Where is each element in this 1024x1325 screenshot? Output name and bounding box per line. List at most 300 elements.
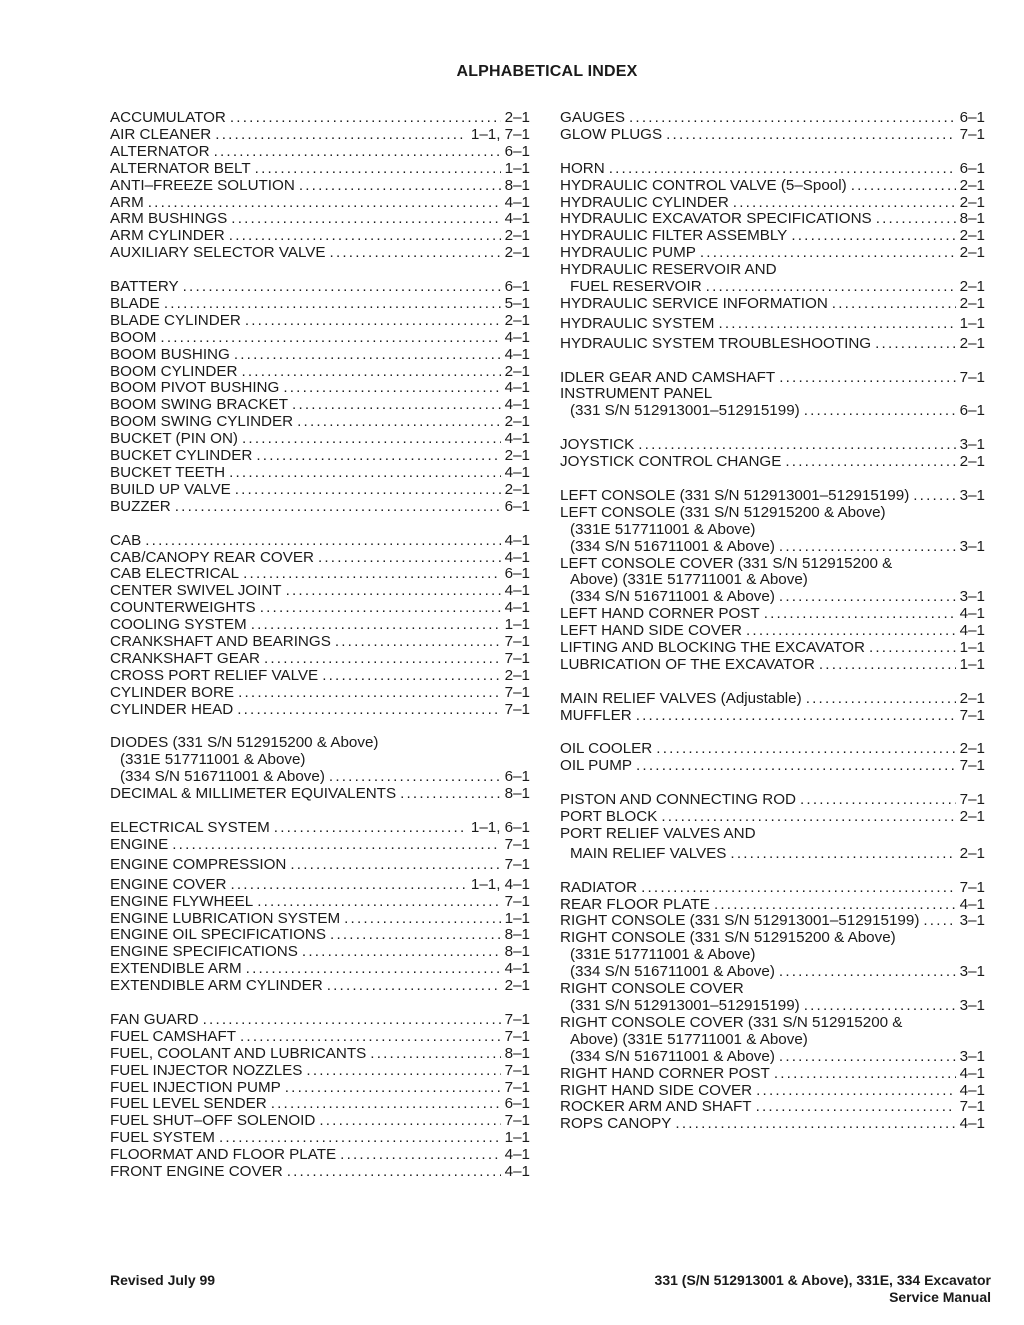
- index-entry: [110, 894, 530, 911]
- index-entry-label: FUEL SYSTEM: [110, 1129, 215, 1147]
- dot-leader: [229, 465, 501, 482]
- index-entry-label: MAIN RELIEF VALVES: [570, 844, 727, 862]
- index-entry-label: ARM BUSHINGS: [110, 210, 228, 228]
- dot-leader: [785, 454, 955, 471]
- dot-leader: [322, 668, 500, 685]
- section-gap: [560, 471, 985, 488]
- dot-leader: [656, 741, 955, 758]
- dot-leader: [234, 347, 501, 364]
- dot-leader: [779, 964, 956, 981]
- index-entry: [110, 1012, 530, 1029]
- index-entry-label: ROCKER ARM AND SHAFT: [560, 1098, 752, 1116]
- index-entry: [110, 911, 530, 928]
- index-entry: [110, 245, 530, 262]
- index-entry-label: LIFTING AND BLOCKING THE EXCAVATOR: [560, 639, 865, 657]
- index-entry: [110, 857, 530, 874]
- index-entry: [110, 380, 530, 397]
- index-entry: [560, 316, 985, 333]
- index-entry-page: 4–1: [959, 895, 985, 913]
- dot-leader: [245, 313, 501, 330]
- dot-leader: [172, 837, 500, 854]
- index-entry-page: 4–1: [504, 430, 530, 448]
- index-entry: [560, 505, 985, 522]
- index-entry-page: 6–1: [504, 497, 530, 515]
- index-entry-label: ANTI–FREEZE SOLUTION: [110, 176, 295, 194]
- index-entry: [560, 161, 985, 178]
- index-entry-page: 2–1: [959, 334, 985, 352]
- index-entry: [560, 741, 985, 758]
- index-entry: [110, 211, 530, 228]
- index-entry-page: 7–1: [504, 892, 530, 910]
- dot-leader: [264, 651, 501, 668]
- index-entry-page: 4–1: [504, 193, 530, 211]
- index-entry-label: (331E 517711001 & Above): [570, 946, 756, 964]
- dot-leader: [229, 228, 501, 245]
- index-entry: [560, 913, 985, 930]
- index-entry-label: Above) (331E 517711001 & Above): [570, 571, 808, 589]
- dot-leader: [292, 397, 501, 414]
- index-entry: [560, 606, 985, 623]
- index-entry-page: 5–1: [504, 294, 530, 312]
- index-entry-page: 4–1: [504, 328, 530, 346]
- index-entry: [560, 758, 985, 775]
- index-entry-page: 7–1: [504, 1010, 530, 1028]
- index-entry: [560, 279, 985, 296]
- index-entry: [110, 279, 530, 296]
- index-entry-label: ENGINE FLYWHEEL: [110, 892, 254, 910]
- index-entry-label: BOOM CYLINDER: [110, 362, 238, 380]
- index-entry-label: FUEL LEVEL SENDER: [110, 1095, 267, 1113]
- dot-leader: [327, 978, 501, 995]
- index-entry: [560, 1049, 985, 1066]
- index-entry-label: ELECTRICAL SYSTEM: [110, 819, 270, 836]
- index-entry-page: 7–1: [959, 125, 985, 143]
- dot-leader: [335, 634, 501, 651]
- index-entry-label: CYLINDER BORE: [110, 683, 235, 701]
- index-entry: [110, 566, 530, 583]
- dot-leader: [299, 178, 501, 195]
- index-entry-label: RIGHT HAND SIDE COVER: [560, 1081, 753, 1099]
- index-entry-page: 1–1: [959, 655, 985, 673]
- dot-leader: [230, 110, 501, 127]
- section-gap: [560, 144, 985, 161]
- dot-leader: [148, 195, 501, 212]
- index-entry-page: 8–1: [504, 1044, 530, 1062]
- index-entry: [560, 623, 985, 640]
- index-entry-label: RIGHT CONSOLE COVER: [560, 980, 744, 998]
- index-entry: [110, 110, 530, 127]
- index-entry: [110, 364, 530, 381]
- dot-leader: [302, 944, 501, 961]
- index-entry-label: ARM CYLINDER: [110, 227, 225, 245]
- index-entry-page: 2–1: [504, 447, 530, 465]
- dot-leader: [756, 1083, 956, 1100]
- index-entry-label: ALTERNATOR: [110, 142, 210, 160]
- index-entry-label: IDLER GEAR AND CAMSHAFT: [560, 368, 776, 386]
- section-gap: [110, 262, 530, 279]
- index-entry: [560, 657, 985, 674]
- index-entry: [560, 981, 985, 998]
- dot-leader: [700, 245, 956, 262]
- dot-leader: [746, 623, 956, 640]
- index-entry-page: 2–1: [504, 244, 530, 262]
- index-entry-label: BLADE: [110, 294, 160, 312]
- dot-leader: [318, 550, 501, 567]
- dot-leader: [804, 998, 956, 1015]
- dot-leader: [306, 1063, 500, 1080]
- index-entry-label: HORN: [560, 159, 605, 177]
- index-entry-page: 7–1: [504, 1112, 530, 1130]
- dot-leader: [730, 846, 955, 863]
- index-entry-page: 3–1: [959, 997, 985, 1014]
- index-entry: [560, 964, 985, 981]
- index-entry-label: RIGHT CONSOLE (331 S/N 512913001–512915199): [560, 912, 920, 930]
- index-entry-page: 7–1: [959, 1098, 985, 1116]
- index-entry-label: ENGINE OIL SPECIFICATIONS: [110, 926, 327, 944]
- index-entry-page: 6–1: [959, 402, 985, 420]
- dot-leader: [923, 913, 955, 930]
- index-entry-page: 8–1: [504, 926, 530, 944]
- index-entry-page: 1–1: [504, 909, 530, 927]
- dot-leader: [340, 1147, 500, 1164]
- index-entry-label: CROSS PORT RELIEF VALVE: [110, 666, 319, 684]
- index-entry-page: 7–1: [959, 791, 985, 809]
- index-entry: [110, 1080, 530, 1097]
- dot-leader: [214, 144, 501, 161]
- dot-leader: [330, 245, 501, 262]
- index-entry-page: 4–1: [959, 622, 985, 640]
- index-entry-page: 2–1: [504, 311, 530, 329]
- dot-leader: [283, 380, 500, 397]
- dot-leader: [791, 228, 955, 245]
- index-entry-label: CRANKSHAFT AND BEARINGS: [110, 633, 331, 651]
- index-entry: [560, 930, 985, 947]
- dot-leader: [876, 211, 956, 228]
- dot-leader: [203, 1012, 501, 1029]
- index-entry: [560, 386, 985, 403]
- index-entry-page: 2–1: [959, 193, 985, 211]
- footer-manual-line2: Service Manual: [889, 1289, 991, 1305]
- index-entry-page: 4–1: [504, 531, 530, 549]
- index-entry: [110, 448, 530, 465]
- index-entry: [110, 1063, 530, 1080]
- index-entry-label: COUNTERWEIGHTS: [110, 599, 256, 617]
- index-entry-page: 4–1: [504, 210, 530, 228]
- dot-leader: [274, 820, 467, 837]
- index-entry-label: HYDRAULIC RESERVOIR AND: [560, 261, 777, 279]
- index-entry-label: MUFFLER: [560, 706, 632, 724]
- index-entry-label: RIGHT HAND CORNER POST: [560, 1064, 770, 1082]
- index-entry-page: 2–1: [504, 109, 530, 126]
- index-entry: [110, 668, 530, 685]
- index-entry-label: ENGINE LUBRICATION SYSTEM: [110, 909, 341, 927]
- index-entry: [560, 437, 985, 454]
- dot-leader: [779, 1049, 956, 1066]
- index-entry-label: BOOM BUSHING: [110, 345, 230, 363]
- index-entry: [110, 1096, 530, 1113]
- index-entry-page: 4–1: [504, 582, 530, 600]
- index-entry-page: 6–1: [959, 159, 985, 177]
- index-entry: [110, 786, 530, 803]
- index-entry-page: 6–1: [504, 142, 530, 160]
- index-entry: [560, 1015, 985, 1032]
- index-entry-page: 2–1: [959, 808, 985, 826]
- dot-leader: [344, 911, 501, 928]
- section-gap: [560, 775, 985, 792]
- index-entry-page: 7–1: [504, 700, 530, 718]
- dot-leader: [230, 877, 466, 894]
- index-entry-page: 7–1: [504, 1027, 530, 1045]
- index-entry-page: 1–1: [504, 1129, 530, 1147]
- index-entry-page: 1–1, 4–1: [470, 875, 530, 893]
- index-entry-label: BUZZER: [110, 497, 171, 515]
- index-entry-page: 6–1: [504, 565, 530, 583]
- index-entry: [560, 589, 985, 606]
- dot-leader: [819, 657, 956, 674]
- index-entry: [110, 978, 530, 995]
- index-entry-label: ENGINE COVER: [110, 875, 227, 893]
- index-entry-label: HYDRAULIC FILTER ASSEMBLY: [560, 227, 788, 245]
- index-entry-label: FUEL INJECTOR NOZZLES: [110, 1061, 303, 1079]
- index-entry-page: 4–1: [959, 605, 985, 623]
- index-entry: [110, 927, 530, 944]
- index-entry-page: 3–1: [959, 588, 985, 606]
- index-entry: [560, 691, 985, 708]
- index-entry-page: 1–1: [959, 639, 985, 657]
- index-entry: [110, 482, 530, 499]
- index-entry: [560, 195, 985, 212]
- index-entry-page: 7–1: [959, 706, 985, 724]
- index-entry-page: 4–1: [959, 1064, 985, 1082]
- index-entry-page: 1–1: [959, 314, 985, 332]
- index-entry-label: FUEL SHUT–OFF SOLENOID: [110, 1112, 316, 1130]
- index-entry-page: 1–1, 6–1: [470, 819, 530, 836]
- index-entry-label: HYDRAULIC PUMP: [560, 244, 696, 262]
- index-entry-page: 1–1: [504, 159, 530, 177]
- index-entry-page: 8–1: [504, 785, 530, 803]
- index-entry-label: BLADE CYLINDER: [110, 311, 241, 329]
- dot-leader: [287, 1164, 501, 1181]
- dot-leader: [666, 127, 956, 144]
- dot-leader: [913, 488, 955, 505]
- index-entry-label: HYDRAULIC SYSTEM: [560, 314, 715, 332]
- index-entry: [110, 702, 530, 719]
- index-entry: [110, 1113, 530, 1130]
- index-entry: [560, 1099, 985, 1116]
- index-entry: [560, 228, 985, 245]
- index-entry: [560, 110, 985, 127]
- index-entry-page: 7–1: [504, 1061, 530, 1079]
- index-entry: [110, 769, 530, 786]
- index-entry-label: ENGINE SPECIFICATIONS: [110, 943, 298, 961]
- section-gap: [110, 803, 530, 820]
- dot-leader: [241, 364, 500, 381]
- dot-leader: [237, 702, 500, 719]
- dot-leader: [733, 195, 956, 212]
- index-entry-page: 2–1: [504, 362, 530, 380]
- index-entry-label: LEFT CONSOLE (331 S/N 512915200 & Above): [560, 503, 886, 521]
- index-entry-label: GLOW PLUGS: [560, 125, 663, 143]
- index-entry: [560, 708, 985, 725]
- index-entry: [110, 533, 530, 550]
- index-entry: [560, 454, 985, 471]
- index-entry-page: 2–1: [959, 453, 985, 471]
- index-entry: [110, 313, 530, 330]
- index-entry-label: BOOM PIVOT BUSHING: [110, 379, 280, 397]
- index-entry: [110, 1130, 530, 1147]
- index-entry-label: (334 S/N 516711001 & Above): [570, 1047, 775, 1065]
- dot-leader: [779, 539, 956, 556]
- index-entry-label: (331 S/N 512913001–512915199): [570, 402, 800, 420]
- index-entry: [560, 296, 985, 313]
- index-entry: [110, 1147, 530, 1164]
- dot-leader: [256, 448, 500, 465]
- index-entry-label: HYDRAULIC SERVICE INFORMATION: [560, 294, 828, 312]
- index-entry-label: ALTERNATOR BELT: [110, 159, 251, 177]
- index-entry-label: PORT RELIEF VALVES AND: [560, 824, 756, 842]
- index-entry: [560, 880, 985, 897]
- index-entry: [110, 634, 530, 651]
- index-entry-label: CYLINDER HEAD: [110, 700, 234, 718]
- index-entry-page: 3–1: [959, 912, 985, 930]
- index-entry-label: (331 S/N 512913001–512915199): [570, 997, 800, 1014]
- dot-leader: [400, 786, 501, 803]
- index-entry: [110, 127, 530, 144]
- index-entry: [560, 572, 985, 589]
- index-entry-page: 6–1: [504, 1095, 530, 1113]
- index-entry-page: 7–1: [959, 878, 985, 896]
- index-entry-label: (334 S/N 516711001 & Above): [120, 768, 325, 786]
- index-entry-page: 6–1: [959, 109, 985, 126]
- index-entry-label: CENTER SWIVEL JOINT: [110, 582, 282, 600]
- section-gap: [560, 353, 985, 370]
- index-entry-label: LEFT CONSOLE COVER (331 S/N 512915200 &: [560, 554, 893, 572]
- dot-leader: [774, 1066, 956, 1083]
- footer-manual-line1: 331 (S/N 512913001 & Above), 331E, 334 Excavator: [654, 1272, 991, 1288]
- index-column-left: [110, 110, 530, 1181]
- index-entry: [560, 1083, 985, 1100]
- index-entry: [560, 522, 985, 539]
- index-entry-label: OIL PUMP: [560, 757, 633, 775]
- dot-leader: [638, 437, 955, 454]
- index-entry: [110, 877, 530, 894]
- index-entry: [560, 640, 985, 657]
- dot-leader: [240, 1029, 501, 1046]
- index-entry-label: CAB/CANOPY REAR COVER: [110, 548, 314, 566]
- dot-leader: [661, 809, 955, 826]
- index-entry-page: 4–1: [504, 396, 530, 414]
- dot-leader: [675, 1116, 955, 1133]
- index-entry-label: (331E 517711001 & Above): [570, 520, 756, 538]
- index-entry-label: FUEL CAMSHAFT: [110, 1027, 237, 1045]
- section-gap: [110, 719, 530, 736]
- index-entry-label: BUCKET (PIN ON): [110, 430, 238, 448]
- dot-leader: [851, 178, 956, 195]
- index-entry-label: COOLING SYSTEM: [110, 616, 247, 634]
- index-entry: [110, 1164, 530, 1181]
- index-entry: [560, 403, 985, 420]
- index-entry: [110, 178, 530, 195]
- index-entry: [110, 465, 530, 482]
- index-entry-page: 2–1: [504, 480, 530, 498]
- index-entry: [110, 228, 530, 245]
- dot-leader: [779, 589, 956, 606]
- index-entry: [110, 1046, 530, 1063]
- index-entry: [110, 347, 530, 364]
- index-entry-page: 3–1: [959, 486, 985, 504]
- index-entry-label: ENGINE: [110, 835, 169, 853]
- index-entry: [560, 846, 985, 863]
- dot-leader: [869, 640, 956, 657]
- index-entry-page: 1–1: [504, 616, 530, 634]
- page-title: ALPHABETICAL INDEX: [456, 63, 638, 80]
- index-entry: [110, 414, 530, 431]
- index-entry: [110, 195, 530, 212]
- dot-leader: [714, 897, 956, 914]
- dot-leader: [260, 600, 501, 617]
- index-entry: [560, 792, 985, 809]
- footer-manual-title: [655, 1272, 991, 1306]
- index-entry: [560, 127, 985, 144]
- dot-leader: [636, 708, 956, 725]
- index-entry-page: 4–1: [504, 1146, 530, 1164]
- index-entry-label: AIR CLEANER: [110, 125, 212, 143]
- index-entry-label: BUCKET CYLINDER: [110, 447, 253, 465]
- index-entry-page: 2–1: [504, 666, 530, 684]
- dot-leader: [215, 127, 467, 144]
- dot-leader: [255, 161, 501, 178]
- index-entry-label: BOOM SWING CYLINDER: [110, 413, 294, 431]
- dot-leader: [160, 330, 500, 347]
- dot-leader: [238, 685, 501, 702]
- dot-leader: [779, 370, 955, 387]
- index-entry: [560, 947, 985, 964]
- index-entry-page: 2–1: [959, 176, 985, 194]
- index-entry-page: 2–1: [504, 413, 530, 431]
- dot-leader: [629, 110, 956, 127]
- index-entry-page: 6–1: [504, 768, 530, 786]
- index-entry: [560, 488, 985, 505]
- dot-leader: [242, 431, 501, 448]
- index-entry-label: (334 S/N 516711001 & Above): [570, 963, 775, 981]
- index-entry-label: LEFT CONSOLE (331 S/N 512913001–512915199): [560, 486, 910, 504]
- dot-leader: [243, 566, 501, 583]
- index-entry-label: (334 S/N 516711001 & Above): [570, 588, 775, 606]
- dot-leader: [271, 1096, 501, 1113]
- index-entry-label: AUXILIARY SELECTOR VALVE: [110, 244, 326, 262]
- index-entry: [560, 1032, 985, 1049]
- index-entry-page: 2–1: [959, 278, 985, 296]
- dot-leader: [290, 857, 500, 874]
- index-entry: [110, 296, 530, 313]
- index-entry: [560, 245, 985, 262]
- index-entry: [110, 837, 530, 854]
- index-entry: [110, 600, 530, 617]
- index-entry-page: 4–1: [504, 548, 530, 566]
- index-entry: [560, 178, 985, 195]
- index-entry-page: 8–1: [959, 210, 985, 228]
- index-entry-label: BOOM: [110, 328, 157, 346]
- dot-leader: [370, 1046, 500, 1063]
- index-entry: [560, 336, 985, 353]
- index-entry: [560, 262, 985, 279]
- index-entry: [560, 998, 985, 1015]
- dot-leader: [175, 499, 501, 516]
- index-entry-page: 4–1: [504, 960, 530, 978]
- index-entry-label: REAR FLOOR PLATE: [560, 895, 710, 913]
- index-entry-page: 2–1: [504, 227, 530, 245]
- index-entry-label: (334 S/N 516711001 & Above): [570, 537, 775, 555]
